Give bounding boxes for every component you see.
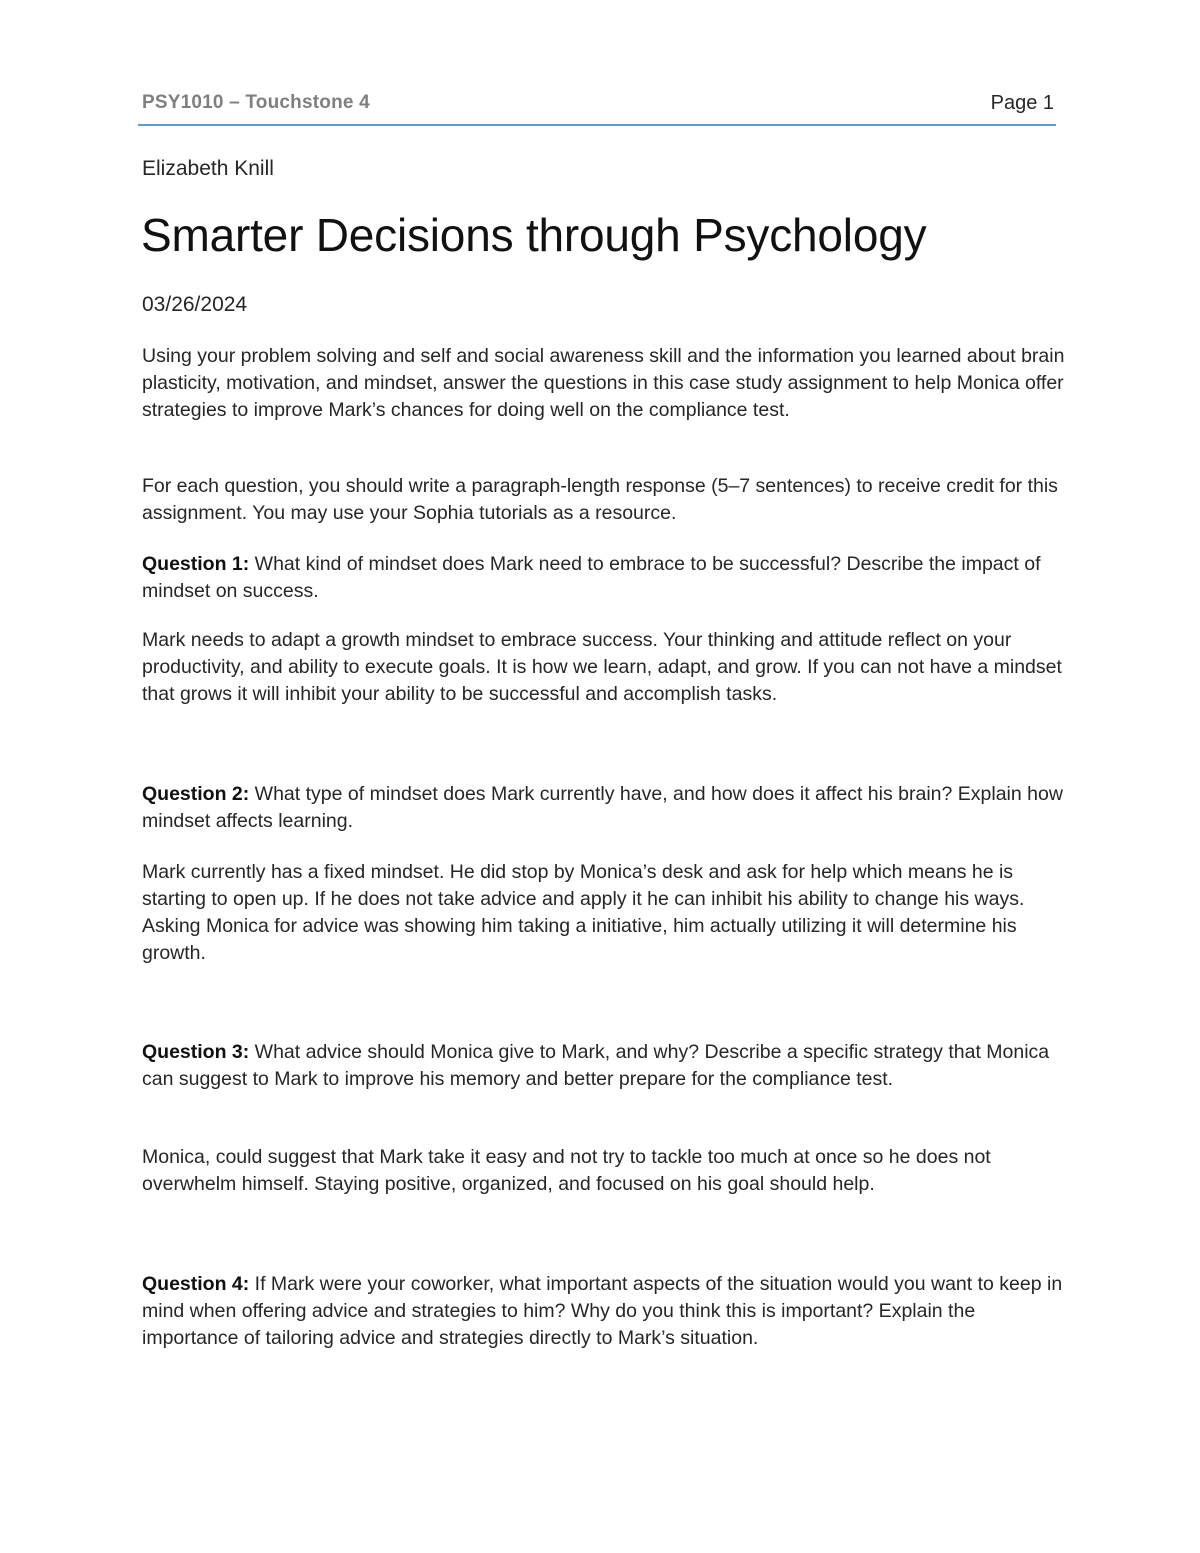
question-prompt: What type of mindset does Mark currently have, and how does it affect his brain? Explain how mindset affects learning. (142, 783, 1063, 832)
question-prompt: If Mark were your coworker, what important aspects of the situation would you want to keep in mind when offering advice and strategies to him? Why do you think this is important? Explain the importance of tailoring advice and strategies directly to Mark’s situation. (142, 1273, 1063, 1349)
intro-paragraph: Using your problem solving and self and social awareness skill and the information you learned about brain plasticity, motivation, and mindset, answer the questions in this case study assignment to help Monica offer strategies to improve Mark’s chances for doing well on the compliance test. (142, 345, 1065, 421)
document-date: 03/26/2024 (142, 293, 248, 316)
answer-3: Monica, could suggest that Mark take it easy and not try to tackle too much at once so he does not overwhelm himself. Staying positive, organized, and focused on his goal should help. (142, 1146, 991, 1195)
author-name: Elizabeth Knill (142, 157, 274, 180)
document-title: Smarter Decisions through Psychology (141, 209, 927, 261)
header-course-title: PSY1010 – Touchstone 4 (142, 92, 370, 113)
question-label: Question 1: (142, 553, 250, 575)
instructions-paragraph: For each question, you should write a paragraph-length response (5–7 sentences) to receive credit for this assignment. You may use your Sophia tutorials as a resource. (142, 475, 1058, 524)
answer-1: Mark needs to adapt a growth mindset to embrace success. Your thinking and attitude reflect on your productivity, and ability to execute goals. It is how we learn, adapt, and grow. If you can not have a mindset that grows it will inhibit your ability to be successful and accomplish tasks. (142, 629, 1062, 705)
question-label: Question 4: (142, 1273, 250, 1295)
answer-2: Mark currently has a fixed mindset. He did stop by Monica’s desk and ask for help which means he is starting to open up. If he does not take advice and apply it he can inhibit his ability to change his ways. Asking Monica for advice was showing him taking a initiative, him actually utilizing it will determine his growth. (142, 861, 1025, 964)
question-prompt: What advice should Monica give to Mark, and why? Describe a specific strategy that Monica can suggest to Mark to improve his memory and better prepare for the compliance test. (142, 1041, 1050, 1090)
header-page-number: Page 1 (990, 92, 1054, 114)
question-label: Question 3: (142, 1041, 250, 1063)
question-4 (142, 1271, 1072, 1352)
question-1 (142, 551, 1072, 605)
question-3 (142, 1039, 1072, 1093)
question-prompt: What kind of mindset does Mark need to embrace to be successful? Describe the impact of mindset on success. (142, 553, 1041, 602)
page-header (138, 90, 1056, 126)
question-2 (142, 781, 1072, 835)
question-label: Question 2: (142, 783, 250, 805)
